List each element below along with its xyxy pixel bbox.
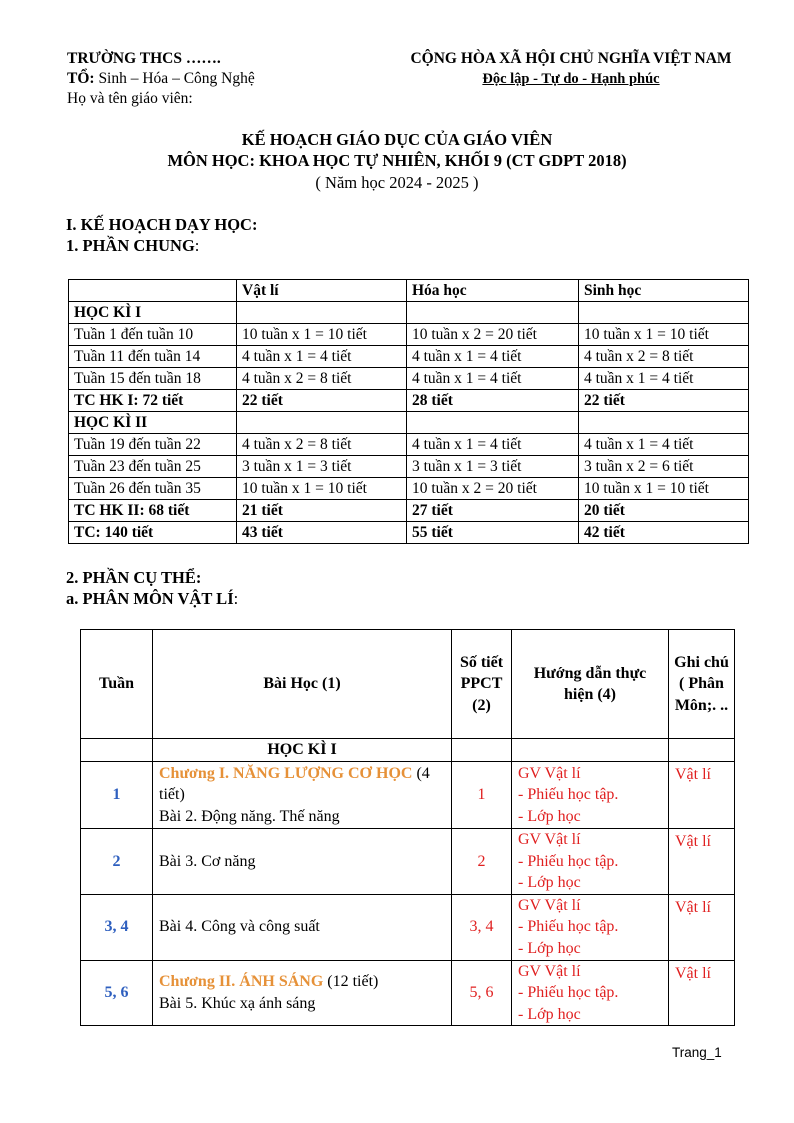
summary-row [69, 478, 749, 500]
lesson-cell [153, 762, 452, 829]
table-cell: 4 tuần x 1 = 4 tiết [237, 346, 407, 368]
section-heading-physics [66, 589, 238, 609]
document-title: KẾ HOẠCH GIÁO DỤC CỦA GIÁO VIÊN [241, 130, 553, 149]
week-cell: 3, 4 [81, 894, 153, 960]
chapter-title: Chương I. NĂNG LƯỢNG CƠ HỌC (4 tiết) [159, 764, 430, 804]
general-label: 1. PHẦN CHUNG [66, 236, 195, 255]
week-cell: 2 [81, 829, 153, 895]
table-cell: 22 tiết [237, 390, 407, 412]
row-label-cell: HỌC KÌ I [69, 302, 237, 324]
table-cell [237, 412, 407, 434]
section-heading-detail: 2. PHẦN CỤ THỂ: [66, 568, 202, 587]
table-cell: 22 tiết [579, 390, 749, 412]
group-line [67, 69, 255, 89]
guide-line: GV Vật lí [518, 962, 581, 980]
guide-line: - Lớp học [518, 1005, 581, 1023]
header-lesson: Bài Học (1) [153, 630, 452, 739]
table-cell: 10 tuần x 1 = 10 tiết [237, 324, 407, 346]
semester-row [81, 739, 735, 762]
group-value: Sinh – Hóa – Công Nghệ [94, 70, 255, 87]
summary-row [69, 456, 749, 478]
table-cell: 10 tuần x 1 = 10 tiết [579, 324, 749, 346]
header-guide: Hướng dẫn thực hiện (4) [512, 630, 669, 739]
physics-plan-table [80, 629, 735, 1026]
summary-row [69, 324, 749, 346]
guide-cell [512, 829, 669, 895]
guide-cell [512, 762, 669, 829]
row-label-cell: Tuần 23 đến tuần 25 [69, 456, 237, 478]
table-cell: Hóa học [407, 280, 579, 302]
row-label-cell [69, 280, 237, 302]
semester-empty-cell [669, 739, 735, 762]
table-cell: 28 tiết [407, 390, 579, 412]
summary-table [68, 279, 749, 544]
table-cell: 3 tuần x 1 = 3 tiết [407, 456, 579, 478]
guide-line: - Phiếu học tập. [518, 852, 619, 870]
header-note: Ghi chú ( Phân Môn;. .. [669, 630, 735, 739]
table-cell: 4 tuần x 1 = 4 tiết [407, 346, 579, 368]
table-cell [407, 302, 579, 324]
table-cell [237, 302, 407, 324]
lesson-title: Bài 5. Khúc xạ ánh sáng [159, 994, 316, 1012]
table-cell: 4 tuần x 1 = 4 tiết [407, 434, 579, 456]
note-cell: Vật lí [669, 960, 735, 1026]
country-name: CỘNG HÒA XÃ HỘI CHỦ NGHĨA VIỆT NAM [410, 50, 732, 67]
general-colon: : [194, 236, 200, 255]
guide-line: GV Vật lí [518, 896, 581, 914]
table-header-row [81, 630, 735, 739]
summary-row [69, 390, 749, 412]
row-label-cell: HỌC KÌ II [69, 412, 237, 434]
physics-label: a. PHÂN MÔN VẬT LÍ [66, 589, 234, 608]
table-cell: 3 tuần x 1 = 3 tiết [237, 456, 407, 478]
guide-line: - Lớp học [518, 807, 581, 825]
semester-label: HỌC KÌ I [153, 739, 452, 762]
teacher-name-line: Họ và tên giáo viên: [67, 90, 193, 107]
lesson-row [81, 960, 735, 1026]
table-cell: 4 tuần x 2 = 8 tiết [237, 368, 407, 390]
periods-cell: 5, 6 [452, 960, 512, 1026]
section-heading-general [66, 236, 199, 256]
summary-row [69, 500, 749, 522]
table-cell: 10 tuần x 1 = 10 tiết [579, 478, 749, 500]
summary-row [69, 434, 749, 456]
row-label-cell: Tuần 15 đến tuần 18 [69, 368, 237, 390]
semester-empty-cell [452, 739, 512, 762]
row-label-cell: Tuần 26 đến tuần 35 [69, 478, 237, 500]
table-cell: 4 tuần x 2 = 8 tiết [237, 434, 407, 456]
physics-colon: : [233, 589, 239, 608]
guide-line: - Lớp học [518, 874, 581, 891]
lesson-title: Bài 2. Động năng. Thế năng [159, 807, 340, 825]
lesson-row [81, 894, 735, 960]
lesson-row [81, 829, 735, 895]
school-header [67, 49, 255, 109]
row-label-cell: Tuần 1 đến tuần 10 [69, 324, 237, 346]
group-label: TỔ: [67, 70, 95, 87]
summary-row [69, 522, 749, 544]
lesson-cell [153, 960, 452, 1026]
summary-header-row [69, 280, 749, 302]
summary-row [69, 412, 749, 434]
lesson-row [81, 762, 735, 829]
national-motto: Độc lập - Tự do - Hạnh phúc [482, 71, 660, 87]
periods-cell: 1 [452, 762, 512, 829]
lesson-title: Bài 3. Cơ năng [159, 852, 256, 870]
table-cell: 10 tuần x 2 = 20 tiết [407, 324, 579, 346]
summary-row [69, 368, 749, 390]
guide-line: - Phiếu học tập. [518, 918, 619, 936]
table-cell: 4 tuần x 2 = 8 tiết [579, 346, 749, 368]
guide-line: - Phiếu học tập. [518, 786, 619, 804]
note-cell: Vật lí [669, 762, 735, 829]
chapter-title: Chương II. ÁNH SÁNG (12 tiết) [159, 973, 379, 991]
row-label-cell: TC: 140 tiết [69, 522, 237, 544]
table-cell: 4 tuần x 1 = 4 tiết [579, 368, 749, 390]
periods-cell: 3, 4 [452, 894, 512, 960]
summary-row [69, 346, 749, 368]
school-year: ( Năm học 2024 - 2025 ) [315, 173, 479, 192]
guide-line: - Lớp học [518, 939, 581, 957]
table-cell [407, 412, 579, 434]
table-cell: 4 tuần x 1 = 4 tiết [407, 368, 579, 390]
table-cell: 10 tuần x 1 = 10 tiết [237, 478, 407, 500]
school-name: TRƯỜNG THCS ……. [67, 50, 221, 67]
header-periods: Số tiết PPCT (2) [452, 630, 512, 739]
table-cell: 42 tiết [579, 522, 749, 544]
guide-line: - Phiếu học tập. [518, 984, 619, 1001]
table-cell: Sinh học [579, 280, 749, 302]
row-label-cell: TC HK II: 68 tiết [69, 500, 237, 522]
guide-cell [512, 894, 669, 960]
table-cell: Vật lí [237, 280, 407, 302]
row-label-cell: Tuần 11 đến tuần 14 [69, 346, 237, 368]
table-cell: 55 tiết [407, 522, 579, 544]
national-header [388, 49, 754, 89]
week-cell: 1 [81, 762, 153, 829]
lesson-cell [153, 829, 452, 895]
row-label-cell: Tuần 19 đến tuần 22 [69, 434, 237, 456]
table-cell: 43 tiết [237, 522, 407, 544]
guide-cell [512, 960, 669, 1026]
table-cell: 3 tuần x 2 = 6 tiết [579, 456, 749, 478]
lesson-title: Bài 4. Công và công suất [159, 918, 320, 936]
summary-row [69, 302, 749, 324]
row-label-cell: TC HK I: 72 tiết [69, 390, 237, 412]
note-cell: Vật lí [669, 829, 735, 895]
table-cell: 21 tiết [237, 500, 407, 522]
lesson-cell [153, 894, 452, 960]
section-heading-plan: I. KẾ HOẠCH DẠY HỌC: [66, 215, 258, 234]
table-cell [579, 302, 749, 324]
guide-line: GV Vật lí [518, 764, 581, 782]
periods-cell: 2 [452, 829, 512, 895]
table-cell: 20 tiết [579, 500, 749, 522]
header-week: Tuần [81, 630, 153, 739]
note-cell: Vật lí [669, 894, 735, 960]
table-cell [579, 412, 749, 434]
document-subtitle: MÔN HỌC: KHOA HỌC TỰ NHIÊN, KHỐI 9 (CT GDPT 2018) [167, 151, 627, 170]
week-cell: 5, 6 [81, 960, 153, 1026]
table-cell: 10 tuần x 2 = 20 tiết [407, 478, 579, 500]
page-number: Trang_1 [672, 1045, 722, 1060]
guide-line: GV Vật lí [518, 831, 581, 848]
table-cell: 27 tiết [407, 500, 579, 522]
table-cell: 4 tuần x 1 = 4 tiết [579, 434, 749, 456]
semester-empty-cell [81, 739, 153, 762]
semester-empty-cell [512, 739, 669, 762]
